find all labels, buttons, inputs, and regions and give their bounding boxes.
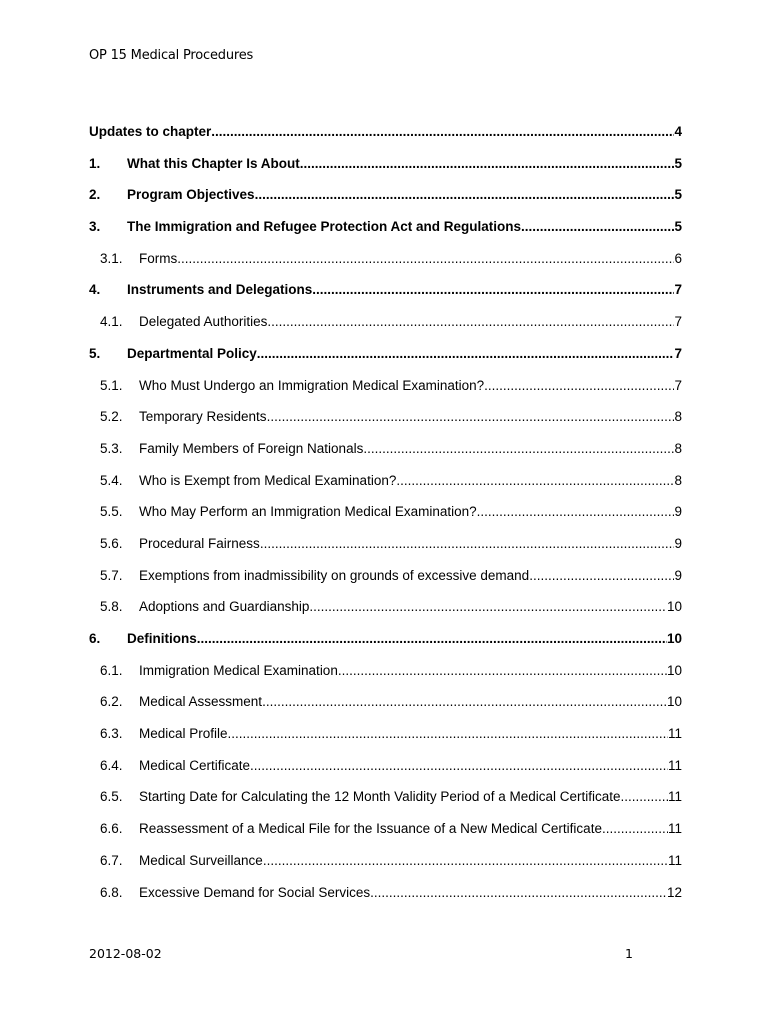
- toc-dot-leader: [211, 123, 674, 140]
- toc-entry-page-number: 11: [667, 789, 682, 805]
- toc-entry-title: Delegated Authorities: [139, 314, 268, 330]
- toc-entry[interactable]: [89, 725, 682, 742]
- toc-entry[interactable]: [89, 186, 682, 203]
- toc-entry-title: Exemptions from inadmissibility on grounds of excessive demand: [139, 567, 530, 583]
- toc-entry[interactable]: [89, 218, 682, 235]
- toc-entry-number: 6.5.: [100, 789, 123, 805]
- toc-entry-page-number: 6: [674, 250, 682, 266]
- toc-entry[interactable]: [89, 567, 682, 584]
- toc-entry-page-number: 10: [666, 599, 682, 615]
- toc-entry-page-number: 12: [666, 884, 682, 900]
- toc-entry[interactable]: [89, 535, 682, 552]
- toc-dot-leader: [621, 788, 668, 805]
- toc-dot-leader: [250, 757, 668, 774]
- toc-entry[interactable]: [89, 788, 682, 805]
- toc-entry-number: 5.5.: [100, 504, 123, 520]
- toc-entry-title: Program Objectives: [127, 187, 255, 203]
- toc-dot-leader: [396, 472, 674, 489]
- toc-dot-leader: [338, 662, 667, 679]
- toc-entry-title: What this Chapter Is About: [127, 155, 300, 171]
- toc-dot-leader: [370, 884, 667, 901]
- toc-entry-title: Procedural Fairness: [139, 535, 260, 551]
- toc-entry[interactable]: [89, 598, 682, 615]
- toc-entry-page-number: 11: [667, 757, 682, 773]
- toc-entry[interactable]: [89, 693, 682, 710]
- toc-dot-leader: [363, 440, 674, 457]
- toc-entry-page-number: 7: [674, 377, 682, 393]
- toc-entry-title: Excessive Demand for Social Services: [139, 884, 371, 900]
- toc-entry-page-number: 11: [667, 852, 682, 868]
- toc-entry[interactable]: [89, 503, 682, 520]
- toc-dot-leader: [267, 408, 675, 425]
- toc-entry-page-number: 4: [674, 124, 682, 139]
- toc-entry-title: Medical Certificate: [139, 757, 251, 773]
- toc-entry-number: 6.1.: [100, 662, 123, 678]
- footer-page-number: 1: [625, 946, 633, 961]
- toc-dot-leader: [477, 503, 675, 520]
- toc-entry-number: 6.: [89, 631, 101, 646]
- toc-entry-page-number: 10: [666, 662, 682, 678]
- toc-entry-title: Adoptions and Guardianship: [139, 599, 310, 615]
- toc-entry[interactable]: [89, 757, 682, 774]
- toc-entry-title: Updates to chapter: [89, 124, 212, 139]
- toc-entry-number: 5.3.: [100, 440, 123, 456]
- toc-dot-leader: [602, 820, 668, 837]
- toc-dot-leader: [484, 377, 674, 394]
- toc-entry-title: Medical Assessment: [139, 694, 263, 710]
- toc-dot-leader: [263, 852, 668, 869]
- toc-entry-title: Who May Perform an Immigration Medical Examination?: [139, 504, 477, 520]
- toc-entry-number: 5.1.: [100, 377, 123, 393]
- toc-dot-leader: [197, 630, 667, 647]
- toc-entry-number: 4.1.: [100, 314, 123, 330]
- toc-entry-title: Departmental Policy: [127, 345, 257, 361]
- toc-entry[interactable]: [89, 662, 682, 679]
- toc-entry-title: Starting Date for Calculating the 12 Month Validity Period of a Medical Certificate: [139, 789, 621, 805]
- toc-entry-title: Who is Exempt from Medical Examination?: [139, 472, 397, 488]
- toc-entry-number: 6.6.: [100, 821, 123, 837]
- toc-entry-page-number: 9: [674, 535, 682, 551]
- toc-entry-number: 3.1.: [100, 250, 123, 266]
- toc-dot-leader: [177, 250, 674, 267]
- toc-dot-leader: [257, 345, 675, 362]
- toc-entry-page-number: 8: [674, 472, 682, 488]
- toc-entry-title: Medical Surveillance: [139, 852, 263, 868]
- toc-entry[interactable]: [89, 123, 682, 140]
- table-of-contents: [89, 123, 682, 915]
- toc-entry[interactable]: [89, 155, 682, 172]
- toc-entry[interactable]: [89, 852, 682, 869]
- toc-entry-page-number: 11: [667, 821, 682, 837]
- toc-entry-number: 6.2.: [100, 694, 123, 710]
- toc-entry-page-number: 9: [674, 567, 682, 583]
- toc-entry-number: 3.: [89, 219, 101, 235]
- toc-entry-number: 6.7.: [100, 852, 123, 868]
- toc-entry[interactable]: [89, 345, 682, 362]
- toc-entry-number: 5.4.: [100, 472, 123, 488]
- toc-entry-number: 5.: [89, 345, 101, 361]
- toc-entry-number: 6.3.: [100, 726, 123, 742]
- toc-entry[interactable]: [89, 472, 682, 489]
- toc-dot-leader: [521, 218, 674, 235]
- toc-dot-leader: [267, 313, 674, 330]
- toc-entry-number: 5.8.: [100, 599, 123, 615]
- document-header-title: OP 15 Medical Procedures: [89, 48, 254, 63]
- toc-entry-page-number: 5: [674, 219, 682, 235]
- toc-entry-title: Who Must Undergo an Immigration Medical Examination?: [139, 377, 485, 393]
- toc-entry-title: Family Members of Foreign Nationals: [139, 440, 364, 456]
- toc-dot-leader: [262, 693, 667, 710]
- toc-dot-leader: [260, 535, 675, 552]
- toc-entry-number: 5.7.: [100, 567, 123, 583]
- toc-entry[interactable]: [89, 440, 682, 457]
- toc-entry-number: 6.4.: [100, 757, 123, 773]
- toc-entry[interactable]: [89, 884, 682, 901]
- toc-entry-page-number: 7: [674, 282, 682, 298]
- toc-entry-page-number: 5: [674, 155, 682, 171]
- toc-entry[interactable]: [89, 408, 682, 425]
- toc-dot-leader: [529, 567, 674, 584]
- toc-entry-page-number: 10: [666, 694, 682, 710]
- toc-entry[interactable]: [89, 820, 682, 837]
- toc-entry-page-number: 5: [674, 187, 682, 203]
- toc-entry-title: Temporary Residents: [139, 409, 267, 425]
- toc-dot-leader: [312, 281, 674, 298]
- toc-entry-page-number: 7: [674, 314, 682, 330]
- toc-entry[interactable]: [89, 630, 682, 647]
- toc-entry[interactable]: [89, 281, 682, 298]
- toc-entry-page-number: 8: [674, 440, 682, 456]
- toc-entry-number: 2.: [89, 187, 101, 203]
- toc-entry-number: 5.6.: [100, 535, 123, 551]
- toc-entry-number: 6.8.: [100, 884, 123, 900]
- toc-entry-title: Reassessment of a Medical File for the Issuance of a New Medical Certificate: [139, 821, 602, 837]
- toc-entry-page-number: 8: [674, 409, 682, 425]
- toc-entry[interactable]: [89, 377, 682, 394]
- toc-entry-title: The Immigration and Refugee Protection Act and Regulations: [127, 219, 522, 235]
- toc-entry-page-number: 11: [667, 726, 682, 742]
- toc-entry-number: 1.: [89, 155, 101, 171]
- toc-entry-number: 4.: [89, 282, 101, 298]
- toc-dot-leader: [228, 725, 668, 742]
- toc-entry-page-number: 10: [666, 631, 682, 646]
- toc-dot-leader: [300, 155, 675, 172]
- toc-entry-number: 5.2.: [100, 409, 123, 425]
- toc-entry-title: Forms: [139, 250, 178, 266]
- toc-entry-page-number: 9: [674, 504, 682, 520]
- toc-entry[interactable]: [89, 250, 682, 267]
- footer-date: 2012-08-02: [89, 946, 162, 961]
- toc-entry-page-number: 7: [674, 345, 682, 361]
- toc-dot-leader: [255, 186, 675, 203]
- toc-dot-leader: [309, 598, 667, 615]
- toc-entry-title: Instruments and Delegations: [127, 282, 313, 298]
- toc-entry-title: Immigration Medical Examination: [139, 662, 338, 678]
- toc-entry[interactable]: [89, 313, 682, 330]
- toc-entry-title: Definitions: [127, 631, 197, 646]
- toc-entry-title: Medical Profile: [139, 726, 228, 742]
